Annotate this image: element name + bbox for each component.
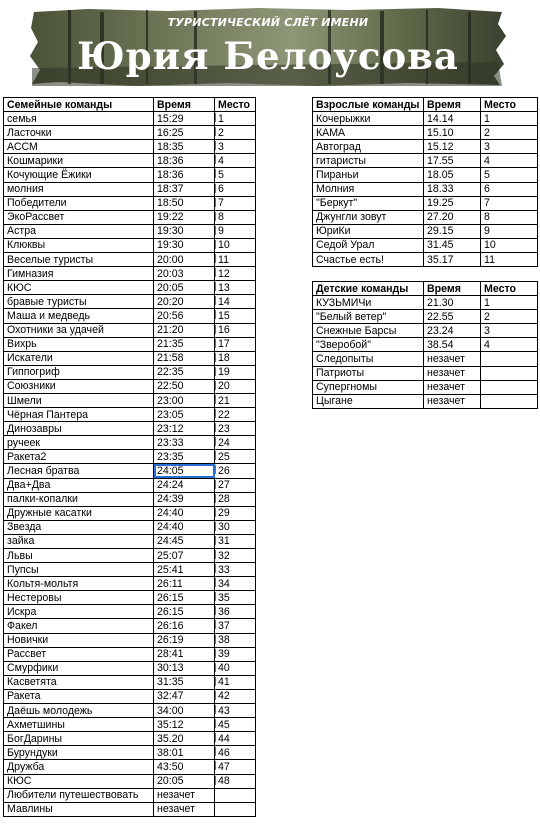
time-cell[interactable]: 26:11 [154,577,215,591]
team-name-cell[interactable]: Смурфики [4,661,154,675]
team-name-cell[interactable]: Ахметшины [4,718,154,732]
team-name-cell[interactable]: Охотники за удачей [4,323,154,337]
table-row [4,365,256,379]
table-row [4,619,256,633]
column-header[interactable]: Место [215,98,256,112]
time-cell[interactable]: 20:20 [154,295,215,309]
time-cell[interactable]: незачет [424,352,481,366]
time-cell[interactable]: 23:35 [154,450,215,464]
team-name-cell[interactable]: Искра [4,605,154,619]
place-cell[interactable]: 3 [215,140,256,154]
time-cell[interactable]: 19:22 [154,210,215,224]
place-cell[interactable]: 5 [215,168,256,182]
table-row [4,802,256,816]
place-cell[interactable]: 10 [215,238,256,252]
team-name-cell[interactable]: Нестеровы [4,591,154,605]
team-name-cell[interactable]: Чёрная Пантера [4,408,154,422]
place-cell[interactable]: 10 [481,238,538,252]
table-row [4,591,256,605]
place-cell[interactable] [215,788,256,802]
time-cell[interactable]: 19:30 [154,238,215,252]
place-cell[interactable]: 42 [215,689,256,703]
table-row [4,704,256,718]
table-row [4,351,256,365]
column-header[interactable]: Взрослые команды [313,98,424,112]
table-row [313,140,538,154]
header-row [313,282,538,296]
table-row [4,760,256,774]
table-row [4,506,256,520]
table-row [4,422,256,436]
header-row [4,98,256,112]
place-cell[interactable]: 36 [215,605,256,619]
time-cell[interactable]: незачет [424,380,481,394]
team-name-cell[interactable]: ЭкоРассвет [4,210,154,224]
column-header[interactable]: Время [424,282,481,296]
place-cell[interactable]: 8 [481,210,538,224]
team-name-cell[interactable]: Новички [4,633,154,647]
time-cell[interactable]: 21:20 [154,323,215,337]
table-row [4,675,256,689]
place-cell[interactable]: 5 [481,168,538,182]
time-cell[interactable]: 38.54 [424,338,481,352]
time-cell[interactable]: 19:30 [154,224,215,238]
table-row [4,450,256,464]
table-row [4,196,256,210]
team-name-cell[interactable]: "Беркут" [313,196,424,210]
time-cell[interactable]: 26:15 [154,605,215,619]
time-cell[interactable]: 14.14 [424,112,481,126]
table-row [4,633,256,647]
table-row [4,732,256,746]
table-row [4,788,256,802]
team-name-cell[interactable]: Союзники [4,379,154,393]
time-cell[interactable]: 20:00 [154,253,215,267]
team-name-cell[interactable]: Астра [4,224,154,238]
table-row [4,281,256,295]
team-name-cell[interactable]: Клюквы [4,238,154,252]
time-cell[interactable]: 15.12 [424,140,481,154]
table-row [4,309,256,323]
team-name-cell[interactable]: Два+Два [4,478,154,492]
table-row [313,126,538,140]
team-name-cell[interactable]: гитаристы [313,154,424,168]
table-row [4,267,256,281]
place-cell[interactable]: 6 [481,182,538,196]
team-name-cell[interactable]: Кочерыжки [313,112,424,126]
table-row [4,534,256,548]
table-row [4,112,256,126]
time-cell[interactable]: 31:35 [154,675,215,689]
table-row [313,168,538,182]
table-row [4,154,256,168]
place-cell[interactable]: 13 [215,281,256,295]
title-banner [28,6,508,88]
time-cell[interactable]: 26:15 [154,591,215,605]
place-cell[interactable]: 31 [215,534,256,548]
place-cell[interactable]: 18 [215,351,256,365]
family-teams-table [3,97,256,817]
table-row [4,464,256,478]
team-name-cell[interactable]: Кольтя-мольтя [4,577,154,591]
time-cell[interactable]: 35:12 [154,718,215,732]
team-name-cell[interactable]: Ласточки [4,126,154,140]
team-name-cell[interactable]: Джунгли зовут [313,210,424,224]
time-cell[interactable]: 21:58 [154,351,215,365]
place-cell[interactable]: 16 [215,323,256,337]
team-name-cell[interactable]: Седой Урал [313,238,424,252]
banner-title: Юрия Белоусова [77,34,459,78]
team-name-cell[interactable]: ручеек [4,436,154,450]
time-cell[interactable]: 18:50 [154,196,215,210]
team-name-cell[interactable]: зайка [4,534,154,548]
place-cell[interactable]: 46 [215,746,256,760]
place-cell[interactable]: 1 [481,296,538,310]
time-cell[interactable]: 23.24 [424,324,481,338]
time-cell[interactable]: 20:56 [154,309,215,323]
team-name-cell[interactable]: Победители [4,196,154,210]
table-row [4,140,256,154]
team-name-cell[interactable]: КЮС [4,774,154,788]
table-row [313,296,538,310]
table-row [4,746,256,760]
time-cell[interactable]: 25:41 [154,563,215,577]
team-name-cell[interactable]: Автоград [313,140,424,154]
team-name-cell[interactable]: палки-копалки [4,492,154,506]
column-header[interactable]: Место [481,98,538,112]
time-cell[interactable]: 25:07 [154,549,215,563]
time-cell[interactable]: 20:05 [154,774,215,788]
team-name-cell[interactable]: Любители путешествовать [4,788,154,802]
time-cell[interactable]: 38:01 [154,746,215,760]
place-cell[interactable]: 32 [215,549,256,563]
team-name-cell[interactable]: Факел [4,619,154,633]
team-name-cell[interactable]: Следопыты [313,352,424,366]
place-cell[interactable]: 41 [215,675,256,689]
table-row [4,774,256,788]
table-row [313,196,538,210]
team-name-cell[interactable]: Лесная братва [4,464,154,478]
time-cell[interactable]: незачет [154,802,215,816]
table-row [313,182,538,196]
time-cell[interactable]: 17.55 [424,154,481,168]
table-row [4,478,256,492]
time-cell[interactable]: незачет [154,788,215,802]
table-row [4,718,256,732]
table-row [313,253,538,267]
place-cell[interactable]: 33 [215,563,256,577]
time-cell[interactable]: 29.15 [424,224,481,238]
place-cell[interactable]: 17 [215,337,256,351]
team-name-cell[interactable]: Касветята [4,675,154,689]
time-cell[interactable]: 23:05 [154,408,215,422]
place-cell[interactable]: 27 [215,478,256,492]
team-name-cell[interactable]: Шмели [4,393,154,407]
time-cell[interactable]: 23:33 [154,436,215,450]
place-cell[interactable]: 39 [215,647,256,661]
team-name-cell[interactable]: Мавлины [4,802,154,816]
time-cell[interactable]: 28:41 [154,647,215,661]
place-cell[interactable]: 44 [215,732,256,746]
team-name-cell[interactable]: Супергномы [313,380,424,394]
team-name-cell[interactable]: Молния [313,182,424,196]
time-cell[interactable]: 21:35 [154,337,215,351]
place-cell[interactable]: 19 [215,365,256,379]
time-cell[interactable]: 16:25 [154,126,215,140]
place-cell[interactable]: 8 [215,210,256,224]
place-cell[interactable]: 9 [215,224,256,238]
column-header[interactable]: Время [424,98,481,112]
place-cell[interactable]: 35 [215,591,256,605]
place-cell[interactable]: 45 [215,718,256,732]
table-row [313,366,538,380]
table-row [4,605,256,619]
place-cell[interactable]: 48 [215,774,256,788]
team-name-cell[interactable]: бравые туристы [4,295,154,309]
time-cell[interactable]: 15.10 [424,126,481,140]
place-cell[interactable]: 30 [215,520,256,534]
column-header[interactable]: Место [481,282,538,296]
team-name-cell[interactable]: Динозавры [4,422,154,436]
time-cell[interactable]: 18.05 [424,168,481,182]
team-name-cell[interactable]: Гиппогриф [4,365,154,379]
team-name-cell[interactable]: Даёшь молодежь [4,704,154,718]
place-cell[interactable]: 14 [215,295,256,309]
place-cell[interactable]: 11 [481,253,538,267]
team-name-cell[interactable]: Маша и медведь [4,309,154,323]
place-cell[interactable]: 40 [215,661,256,675]
time-cell[interactable]: 15:29 [154,112,215,126]
time-cell[interactable]: 35.20 [154,732,215,746]
team-name-cell[interactable]: Львы [4,549,154,563]
team-name-cell[interactable]: Счастье есть! [313,253,424,267]
team-name-cell[interactable]: семья [4,112,154,126]
place-cell[interactable] [481,394,538,408]
team-name-cell[interactable]: АССМ [4,140,154,154]
time-cell[interactable]: 22:50 [154,379,215,393]
table-row [4,689,256,703]
team-name-cell[interactable]: Цыгане [313,394,424,408]
time-cell[interactable]: 22.55 [424,310,481,324]
table-row [313,224,538,238]
table-row [4,549,256,563]
team-name-cell[interactable]: КУЗЬМИЧи [313,296,424,310]
team-name-cell[interactable]: "Белый ветер" [313,310,424,324]
table-row [313,112,538,126]
time-cell[interactable]: 24:05 [154,464,215,478]
place-cell[interactable]: 15 [215,309,256,323]
banner-subtitle: ТУРИСТИЧЕСКИЙ СЛЁТ ИМЕНИ [167,16,369,29]
place-cell[interactable]: 6 [215,182,256,196]
time-cell[interactable]: 22:35 [154,365,215,379]
time-cell[interactable]: 23:00 [154,393,215,407]
place-cell[interactable]: 3 [481,140,538,154]
table-row [4,168,256,182]
place-cell[interactable]: 34 [215,577,256,591]
table-row [4,577,256,591]
team-name-cell[interactable]: Вихрь [4,337,154,351]
place-cell[interactable]: 37 [215,619,256,633]
place-cell[interactable]: 43 [215,704,256,718]
time-cell[interactable]: незачет [424,366,481,380]
table-row [4,210,256,224]
table-row [4,647,256,661]
place-cell[interactable]: 24 [215,436,256,450]
table-row [4,393,256,407]
table-row [313,210,538,224]
team-name-cell[interactable]: БогДарины [4,732,154,746]
place-cell[interactable] [481,366,538,380]
table-row [4,379,256,393]
time-cell[interactable]: 20:05 [154,281,215,295]
team-name-cell[interactable]: Снежные Барсы [313,324,424,338]
kids-teams-table [312,281,538,409]
team-name-cell[interactable]: Патриоты [313,366,424,380]
column-header[interactable]: Семейные команды [4,98,154,112]
table-row [313,380,538,394]
place-cell[interactable]: 38 [215,633,256,647]
table-row [4,224,256,238]
table-row [313,310,538,324]
place-cell[interactable]: 1 [215,112,256,126]
time-cell[interactable]: 19.25 [424,196,481,210]
team-name-cell[interactable]: Дружба [4,760,154,774]
place-cell[interactable]: 47 [215,760,256,774]
place-cell[interactable]: 20 [215,379,256,393]
team-name-cell[interactable]: Кошмарики [4,154,154,168]
table-row [4,323,256,337]
table-row [4,337,256,351]
column-header[interactable]: Время [154,98,215,112]
table-row [313,238,538,252]
team-name-cell[interactable]: Бурундуки [4,746,154,760]
table-row [4,238,256,252]
place-cell[interactable]: 29 [215,506,256,520]
time-cell[interactable]: незачет [424,394,481,408]
time-cell[interactable]: 18:36 [154,154,215,168]
time-cell[interactable]: 24:39 [154,492,215,506]
table-row [313,352,538,366]
table-row [313,338,538,352]
time-cell[interactable]: 18:35 [154,140,215,154]
team-name-cell[interactable]: "Зверобой" [313,338,424,352]
time-cell[interactable]: 18.33 [424,182,481,196]
place-cell[interactable]: 4 [481,154,538,168]
place-cell[interactable]: 2 [481,126,538,140]
table-row [4,253,256,267]
place-cell[interactable]: 3 [481,324,538,338]
team-name-cell[interactable]: Ракета2 [4,450,154,464]
time-cell[interactable]: 24:45 [154,534,215,548]
table-row [313,154,538,168]
time-cell[interactable]: 27.20 [424,210,481,224]
table-row [313,324,538,338]
place-cell[interactable] [481,380,538,394]
table-row [4,182,256,196]
time-cell[interactable]: 34:00 [154,704,215,718]
time-cell[interactable]: 24:40 [154,506,215,520]
place-cell[interactable]: 2 [215,126,256,140]
team-name-cell[interactable]: Пираньи [313,168,424,182]
place-cell[interactable]: 1 [481,112,538,126]
place-cell[interactable] [215,802,256,816]
team-name-cell[interactable]: КАМА [313,126,424,140]
place-cell[interactable]: 4 [481,338,538,352]
time-cell[interactable]: 20:03 [154,267,215,281]
time-cell[interactable]: 26:16 [154,619,215,633]
header-row [313,98,538,112]
place-cell[interactable]: 2 [481,310,538,324]
place-cell[interactable]: 4 [215,154,256,168]
place-cell[interactable]: 28 [215,492,256,506]
place-cell[interactable]: 22 [215,408,256,422]
team-name-cell[interactable]: молния [4,182,154,196]
table-row [4,661,256,675]
table-row [4,295,256,309]
place-cell[interactable]: 7 [215,196,256,210]
place-cell[interactable]: 7 [481,196,538,210]
table-row [4,492,256,506]
place-cell[interactable]: 9 [481,224,538,238]
time-cell[interactable]: 23:12 [154,422,215,436]
table-row [4,408,256,422]
team-name-cell[interactable]: Веселые туристы [4,253,154,267]
team-name-cell[interactable]: Пупсы [4,563,154,577]
place-cell[interactable]: 26 [215,464,256,478]
time-cell[interactable]: 24:24 [154,478,215,492]
team-name-cell[interactable]: Дружные касатки [4,506,154,520]
time-cell[interactable]: 18:37 [154,182,215,196]
place-cell[interactable]: 23 [215,422,256,436]
team-name-cell[interactable]: Кочующие Ёжики [4,168,154,182]
time-cell[interactable]: 26:19 [154,633,215,647]
time-cell[interactable]: 21.30 [424,296,481,310]
time-cell[interactable]: 24:40 [154,520,215,534]
team-name-cell[interactable]: КЮС [4,281,154,295]
team-name-cell[interactable]: Ракета [4,689,154,703]
table-row [4,126,256,140]
table-row [4,520,256,534]
place-cell[interactable]: 12 [215,267,256,281]
team-name-cell[interactable]: ЮриКи [313,224,424,238]
time-cell[interactable]: 30:13 [154,661,215,675]
team-name-cell[interactable]: Гимназия [4,267,154,281]
column-header[interactable]: Детские команды [313,282,424,296]
team-name-cell[interactable]: Звезда [4,520,154,534]
place-cell[interactable]: 25 [215,450,256,464]
place-cell[interactable]: 11 [215,253,256,267]
table-row [313,394,538,408]
time-cell[interactable]: 35.17 [424,253,481,267]
time-cell[interactable]: 32:47 [154,689,215,703]
team-name-cell[interactable]: Рассвет [4,647,154,661]
time-cell[interactable]: 18:36 [154,168,215,182]
time-cell[interactable]: 31.45 [424,238,481,252]
team-name-cell[interactable]: Искатели [4,351,154,365]
table-row [4,563,256,577]
time-cell[interactable]: 43:50 [154,760,215,774]
adult-teams-table [312,97,538,267]
table-row [4,436,256,450]
place-cell[interactable] [481,352,538,366]
place-cell[interactable]: 21 [215,393,256,407]
